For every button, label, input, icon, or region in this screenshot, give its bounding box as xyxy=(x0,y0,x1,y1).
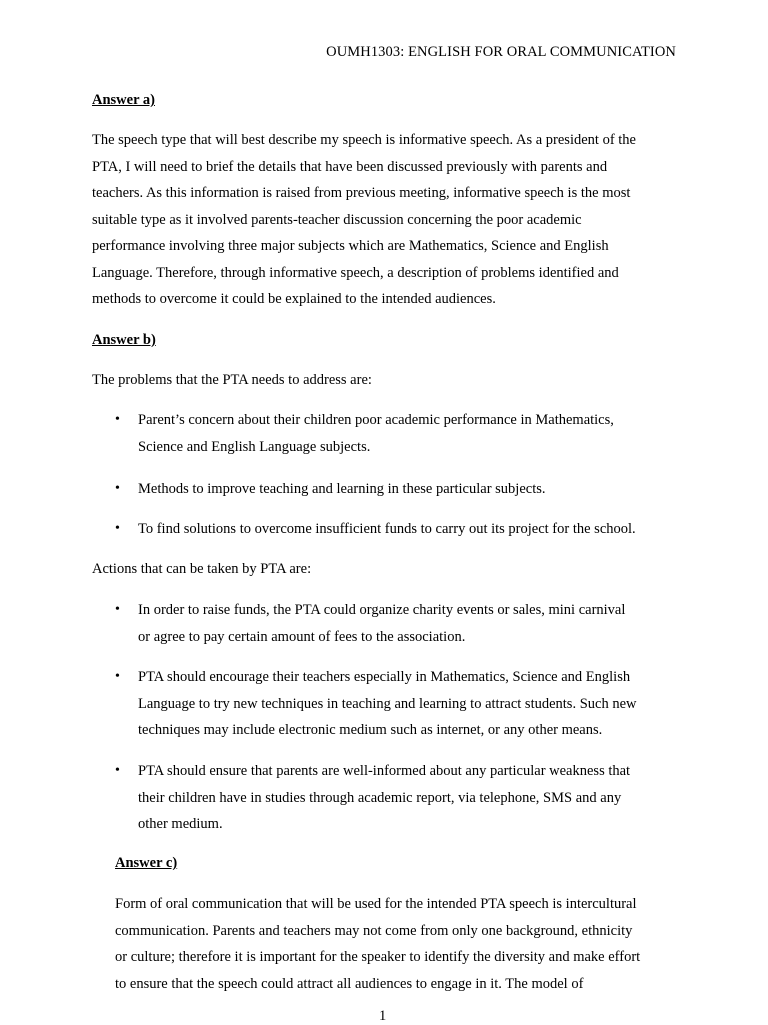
answer-c-paragraph xyxy=(115,891,640,997)
paragraph-line: methods to overcome it could be explained to the intended audiences. xyxy=(92,291,496,307)
bullet-line: Language to try new techniques in teaching and learning to attract students. Such new xyxy=(138,695,637,712)
bullet-icon: • xyxy=(115,669,120,684)
paragraph-line: The problems that the PTA needs to address are: xyxy=(92,372,372,388)
bullet-line: other medium. xyxy=(138,816,223,832)
paragraph-line: to ensure that the speech could attract all audiences to engage in it. The model of xyxy=(115,975,584,992)
bullet-line: Parent’s concern about their children poor academic performance in Mathematics, xyxy=(138,412,614,428)
page-number: 1 xyxy=(379,1008,387,1024)
paragraph-line: communication. Parents and teachers may not come from only one background, ethnicity xyxy=(115,922,633,939)
paragraph-line: Language. Therefore, through informative speech, a description of problems identified and xyxy=(92,264,619,281)
bullet-line: or agree to pay certain amount of fees to the association. xyxy=(138,628,466,645)
answer-b-heading: Answer b) xyxy=(92,332,156,348)
bullet-icon: • xyxy=(115,602,120,617)
paragraph-line: suitable type as it involved parents-teacher discussion concerning the poor academic xyxy=(92,211,582,228)
bullet-line: their children have in studies through academic report, via telephone, SMS and any xyxy=(138,789,622,806)
answer-a-heading: Answer a) xyxy=(92,92,155,108)
bullet-line: PTA should encourage their teachers especially in Mathematics, Science and English xyxy=(138,669,631,685)
bullet-line: Methods to improve teaching and learning in these particular subjects. xyxy=(138,481,546,497)
bullet-icon: • xyxy=(115,521,120,536)
paragraph-line: PTA, I will need to brief the details that have been discussed previously with parents and xyxy=(92,158,608,175)
paragraph-line: The speech type that will best describe my speech is informative speech. As a president of the xyxy=(92,132,636,148)
actions-intro xyxy=(92,556,311,583)
bullet-line: In order to raise funds, the PTA could organize charity events or sales, mini carnival xyxy=(138,602,626,618)
paragraph-line: or culture; therefore it is important for the speaker to identify the diversity and make effort xyxy=(115,949,641,965)
paragraph-line: Actions that can be taken by PTA are: xyxy=(92,561,312,577)
answer-a-paragraph xyxy=(92,127,636,313)
bullet-line: To find solutions to overcome insufficient funds to carry out its project for the school. xyxy=(138,521,636,537)
bullet-line: techniques may include electronic medium such as internet, or any other means. xyxy=(138,722,603,738)
paragraph-line: performance involving three major subjects which are Mathematics, Science and English xyxy=(92,238,609,254)
paragraph-line: Form of oral communication that will be used for the intended PTA speech is intercultural xyxy=(115,896,637,912)
running-header: OUMH1303: ENGLISH FOR ORAL COMMUNICATION xyxy=(326,44,676,60)
bullet-line: PTA should ensure that parents are well-informed about any particular weakness that xyxy=(138,763,631,779)
problems-intro xyxy=(92,367,372,394)
bullet-icon: • xyxy=(115,481,120,496)
paragraph-line: teachers. As this information is raised from previous meeting, informative speech is the most xyxy=(92,185,631,201)
bullet-icon: • xyxy=(115,412,120,427)
bullet-icon: • xyxy=(115,763,120,778)
bullet-line: Science and English Language subjects. xyxy=(138,438,371,455)
answer-c-heading: Answer c) xyxy=(115,855,178,871)
